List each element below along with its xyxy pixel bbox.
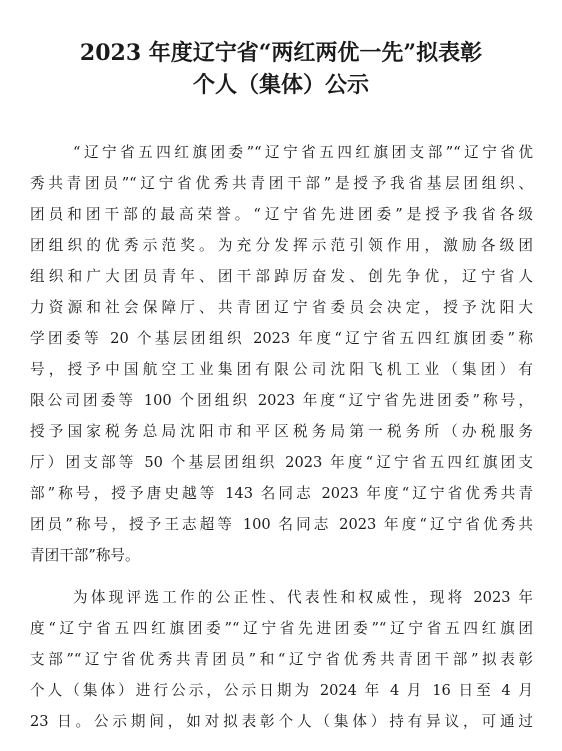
paragraph-1-line: 学团委等 20 个基层团组织 2023 年度“辽宁省五四红旗团委”称 xyxy=(30,330,533,347)
paragraph-1-line: 号，授予中国航空工业集团有限公司沈阳飞机工业（集团）有 xyxy=(30,361,533,378)
document-title-line-2: 个人（集体）公示 xyxy=(192,72,369,98)
paragraph-1-line: 限公司团委等 100 个团组织 2023 年度“辽宁省先进团委”称号， xyxy=(30,392,533,409)
paragraph-1-line: 部”称号，授予唐史越等 143 名同志 2023 年度“辽宁省优秀共青 xyxy=(30,485,533,502)
paragraph-2-line: 23 日。公示期间，如对拟表彰个人（集体）持有异议，可通过 xyxy=(30,713,533,730)
paragraph-1-line: 团员和团干部的最高荣誉。“辽宁省先进团委”是授予我省各级 xyxy=(30,206,533,223)
paragraph-2-line: 度“辽宁省五四红旗团委”“辽宁省先进团委”“辽宁省五四红旗团 xyxy=(30,620,533,637)
paragraph-1-line: 团组织的优秀示范奖。为充分发挥示范引领作用，激励各级团 xyxy=(30,237,533,254)
paragraph-2-line: 为体现评选工作的公正性、代表性和权威性，现将 2023 年 xyxy=(73,589,533,606)
paragraph-1-line: “辽宁省五四红旗团委”“辽宁省五四红旗团支部”“辽宁省优 xyxy=(73,144,533,161)
paragraph-1-line: 厅）团支部等 50 个基层团组织 2023 年度“辽宁省五四红旗团支 xyxy=(30,454,533,471)
paragraph-2-line: 个人（集体）进行公示，公示日期为 2024 年 4 月 16 日至 4 月 xyxy=(30,682,533,699)
paragraph-1-line: 青团干部”称号。 xyxy=(30,547,140,564)
paragraph-2-line: 支部”“辽宁省优秀共青团员”和“辽宁省优秀共青团干部”拟表彰 xyxy=(30,651,533,668)
paragraph-1-line: 秀共青团员”“辽宁省优秀共青团干部”是授予我省基层团组织、 xyxy=(30,175,533,192)
paragraph-1-line: 团员”称号，授予王志超等 100 名同志 2023 年度“辽宁省优秀共 xyxy=(30,516,533,533)
paragraph-1-line: 组织和广大团员青年、团干部踔厉奋发、创先争优，辽宁省人 xyxy=(30,268,533,285)
document-title-line-1: 2023 年度辽宁省“两红两优一先”拟表彰 xyxy=(79,40,483,66)
paragraph-1-line: 授予国家税务总局沈阳市和平区税务局第一税务所（办税服务 xyxy=(30,423,533,440)
paragraph-1-line: 力资源和社会保障厅、共青团辽宁省委员会决定，授予沈阳大 xyxy=(30,299,533,316)
